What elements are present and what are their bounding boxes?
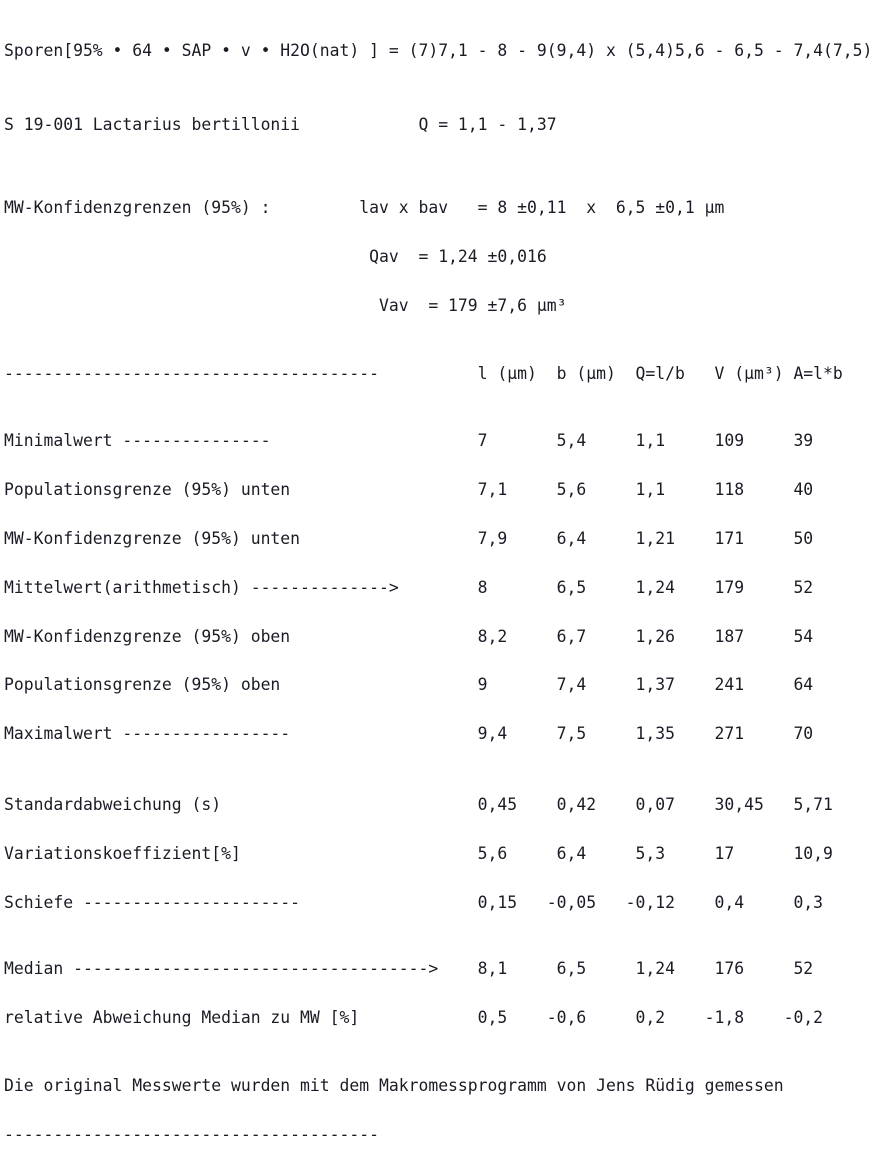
table-row-mw-konfidenzgrenze-oben: MW-Konfidenzgrenze (95%) oben 8,2 6,7 1,26 187 54 (4, 626, 814, 646)
table-row-variationskoeffizient: Variationskoeffizient[%] 5,6 6,4 5,3 17 10,9 (4, 844, 833, 864)
table-row-schiefe: Schiefe ---------------------- 0,15 -0,05 -0,12 0,4 0,3 (4, 892, 824, 912)
table-header-line: -------------------------------------- l (µm) b (µm) Q=l/b V (µm³) A=l*b (4, 364, 843, 384)
table-row-median: Median ------------------------------------> 8,1 6,5 1,24 176 52 (4, 958, 814, 978)
table-row-maximalwert: Maximalwert ----------------- 9,4 7,5 1,35 271 70 (4, 724, 814, 744)
footer-separator-line: -------------------------------------- (4, 1124, 379, 1144)
confidence-vav-line: Vav = 179 ±7,6 µm³ (4, 296, 567, 316)
confidence-qav-line: Qav = 1,24 ±0,016 (4, 247, 547, 267)
table-row-standardabweichung: Standardabweichung (s) 0,45 0,42 0,07 30,45 5,71 (4, 795, 833, 815)
table-row-mw-konfidenzgrenze-unten: MW-Konfidenzgrenze (95%) unten 7,9 6,4 1,21 171 50 (4, 528, 814, 548)
species-and-q-line: S 19-001 Lactarius bertillonii Q = 1,1 - 1,37 (4, 115, 557, 135)
spore-formula-line: Sporen[95% • 64 • SAP • v • H2O(nat) ] = (7)7,1 - 8 - 9(9,4) x (5,4)5,6 - 6,5 - 7,4(7,5) (4, 40, 873, 60)
table-row-relative-abweichung: relative Abweichung Median zu MW [%] 0,5 -0,6 0,2 -1,8 -0,2 (4, 1007, 824, 1027)
table-row-populationsgrenze-unten: Populationsgrenze (95%) unten 7,1 5,6 1,1 118 40 (4, 479, 814, 499)
table-row-mittelwert: Mittelwert(arithmetisch) --------------> 8 6,5 1,24 179 52 (4, 577, 814, 597)
table-row-populationsgrenze-oben: Populationsgrenze (95%) oben 9 7,4 1,37 241 64 (4, 675, 814, 695)
confidence-mean-line: MW-Konfidenzgrenzen (95%) : lav x bav = 8 ±0,11 x 6,5 ±0,1 µm (4, 198, 725, 218)
footer-note-line: Die original Messwerte wurden mit dem Makromessprogramm von Jens Rüdig gemessen (4, 1075, 784, 1095)
table-row-minimalwert: Minimalwert --------------- 7 5,4 1,1 109 39 (4, 430, 814, 450)
